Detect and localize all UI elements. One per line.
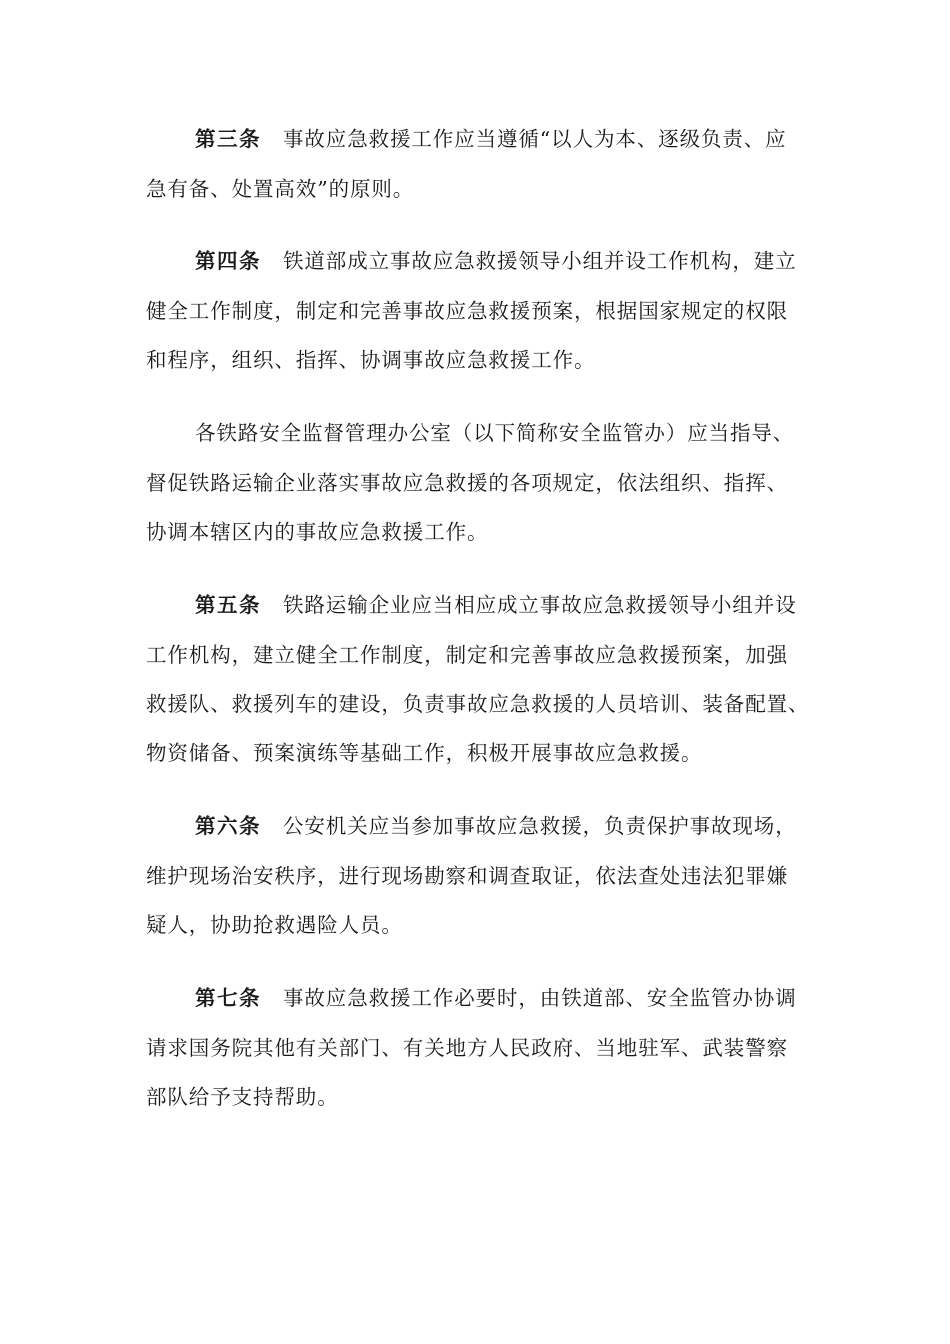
article-line: 急有备、处置高效”的原则。	[146, 177, 415, 201]
article-heading: 第五条	[195, 593, 261, 617]
article-line	[195, 592, 797, 618]
article-text: 铁道部成立事故应急救援领导小组并设工作机构，建立	[283, 249, 797, 273]
article-heading: 第四条	[195, 249, 261, 273]
article-text: 事故应急救援工作应当遵循“以人为本、逐级负责、应	[283, 127, 787, 151]
article-line	[195, 248, 797, 274]
article-line: 和程序，组织、指挥、协调事故应急救援工作。	[146, 348, 596, 372]
article-line: 疑人，协助抢救遇险人员。	[146, 913, 403, 937]
article-line: 健全工作制度，制定和完善事故应急救援预案，根据国家规定的权限	[146, 299, 788, 323]
article-line: 请求国务院其他有关部门、有关地方人民政府、当地驻军、武装警察	[146, 1036, 788, 1060]
article-line: 物资储备、预案演练等基础工作，积极开展事故应急救援。	[146, 741, 703, 765]
article-line: 协调本辖区内的事故应急救援工作。	[146, 520, 489, 544]
article-text: 事故应急救援工作必要时，由铁道部、安全监管办协调	[283, 986, 797, 1010]
article-line: 救援队、救援列车的建设，负责事故应急救援的人员培训、装备配置、	[146, 692, 810, 716]
article-line	[195, 813, 797, 839]
article-heading: 第六条	[195, 814, 261, 838]
article-line: 督促铁路运输企业落实事故应急救援的各项规定，依法组织、指挥、	[146, 471, 788, 495]
article-heading: 第七条	[195, 986, 261, 1010]
article-line	[195, 985, 797, 1011]
article-heading: 第三条	[195, 127, 261, 151]
article-line: 工作机构，建立健全工作制度，制定和完善事故应急救援预案，加强	[146, 643, 788, 667]
article-line: 各铁路安全监督管理办公室（以下简称安全监管办）应当指导、	[195, 421, 795, 445]
article-text: 公安机关应当参加事故应急救援，负责保护事故现场，	[283, 814, 797, 838]
article-line	[195, 126, 787, 152]
article-line: 部队给予支持帮助。	[146, 1085, 339, 1109]
article-line: 维护现场治安秩序，进行现场勘察和调查取证，依法查处违法犯罪嫌	[146, 864, 788, 888]
article-text: 铁路运输企业应当相应成立事故应急救援领导小组并设	[283, 593, 797, 617]
